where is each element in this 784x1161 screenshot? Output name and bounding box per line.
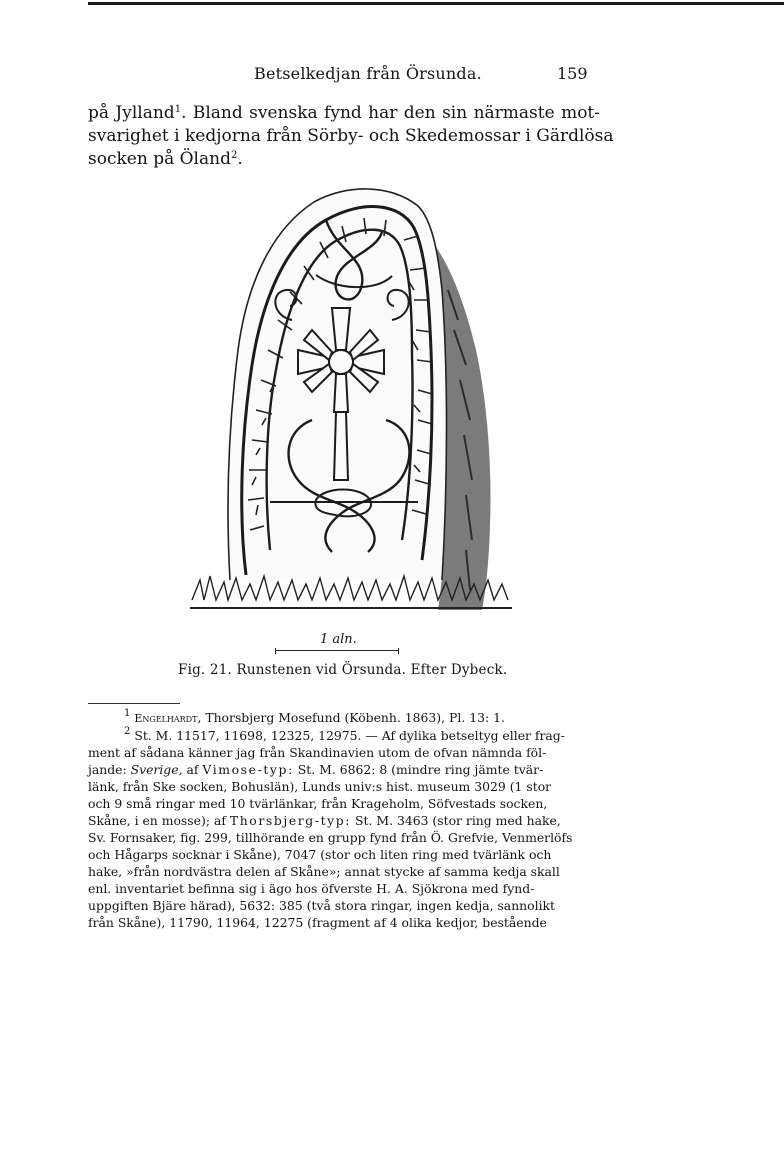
- footnote-2-line: $^2$ St. M. 11517, 11698, 12325, 12975. — Af dylika betseltyg eller frag-: [124, 726, 565, 743]
- running-title: Betselkedjan från Örsunda.: [254, 64, 482, 83]
- footnote-2-line: enl. inventariet befinna sig i ägo hos öfverste H. A. Sjökrona med fynd-: [88, 881, 535, 896]
- intro-line: svarighet i kedjorna från Sörby- och Skedemossar i Gärdlösa: [88, 126, 614, 146]
- footnote-2-line: Sv. Fornsaker, fig. 299, tillhörande en grupp fynd från Ö. Grefvie, Venmerlöfs: [88, 830, 573, 845]
- figure-caption: Fig. 21. Runstenen vid Örsunda. Efter Dybeck.: [178, 662, 508, 678]
- footnote-2-line: jande: Sverige, af Vimose-typ: St. M. 6862: 8 (mindre ring jämte tvär-: [88, 762, 544, 777]
- runestone-illustration: [186, 180, 516, 620]
- intro-line: socken på Öland$^2$.: [88, 149, 243, 169]
- intro-paragraph: [88, 102, 614, 171]
- footnote-2-line: ment af sådana känner jag från Skandinavien utom de ofvan nämnda föl-: [88, 745, 547, 760]
- footnote-ref[interactable]: 2: [230, 150, 238, 161]
- page-top-edge: [88, 2, 784, 5]
- scale-label: 1 aln.: [320, 632, 357, 647]
- page-number: 159: [557, 64, 588, 83]
- footnote-2-line: hake, »från nordvästra delen af Skåne»; annat stycke af samma kedja skall: [88, 864, 560, 879]
- footnote-ref[interactable]: 1: [174, 104, 182, 115]
- footnote-rule: [88, 703, 180, 704]
- footnote-2-line: uppgiften Bjäre härad), 5632: 385 (två stora ringar, ingen kedja, sannolikt: [88, 898, 556, 913]
- footnote-2-line: och 9 små ringar med 10 tvärlänkar, från Krageholm, Söfvestads socken,: [88, 796, 548, 811]
- intro-line: på Jylland$^1$. Bland svenska fynd har den sin närmaste mot-: [88, 103, 601, 123]
- scale-bar: [275, 648, 399, 652]
- footnote-2-line: Skåne, i en mosse); af Thorsbjerg-typ: St. M. 3463 (stor ring med hake,: [88, 813, 561, 828]
- footnote-2-line: från Skåne), 11790, 11964, 12275 (fragment af 4 olika kedjor, bestående: [88, 915, 547, 930]
- footnotes: [88, 709, 600, 931]
- footnote-2-line: länk, från Ske socken, Bohuslän), Lunds univ:s hist. museum 3029 (1 stor: [88, 779, 552, 794]
- footnote-2-line: och Hågarps socknar i Skåne), 7047 (stor och liten ring med tvärlänk och: [88, 847, 552, 862]
- footnote-1: $^1$ Engelhardt, Thorsbjerg Mosefund (Köbenh. 1863), Pl. 13: 1.: [124, 708, 505, 725]
